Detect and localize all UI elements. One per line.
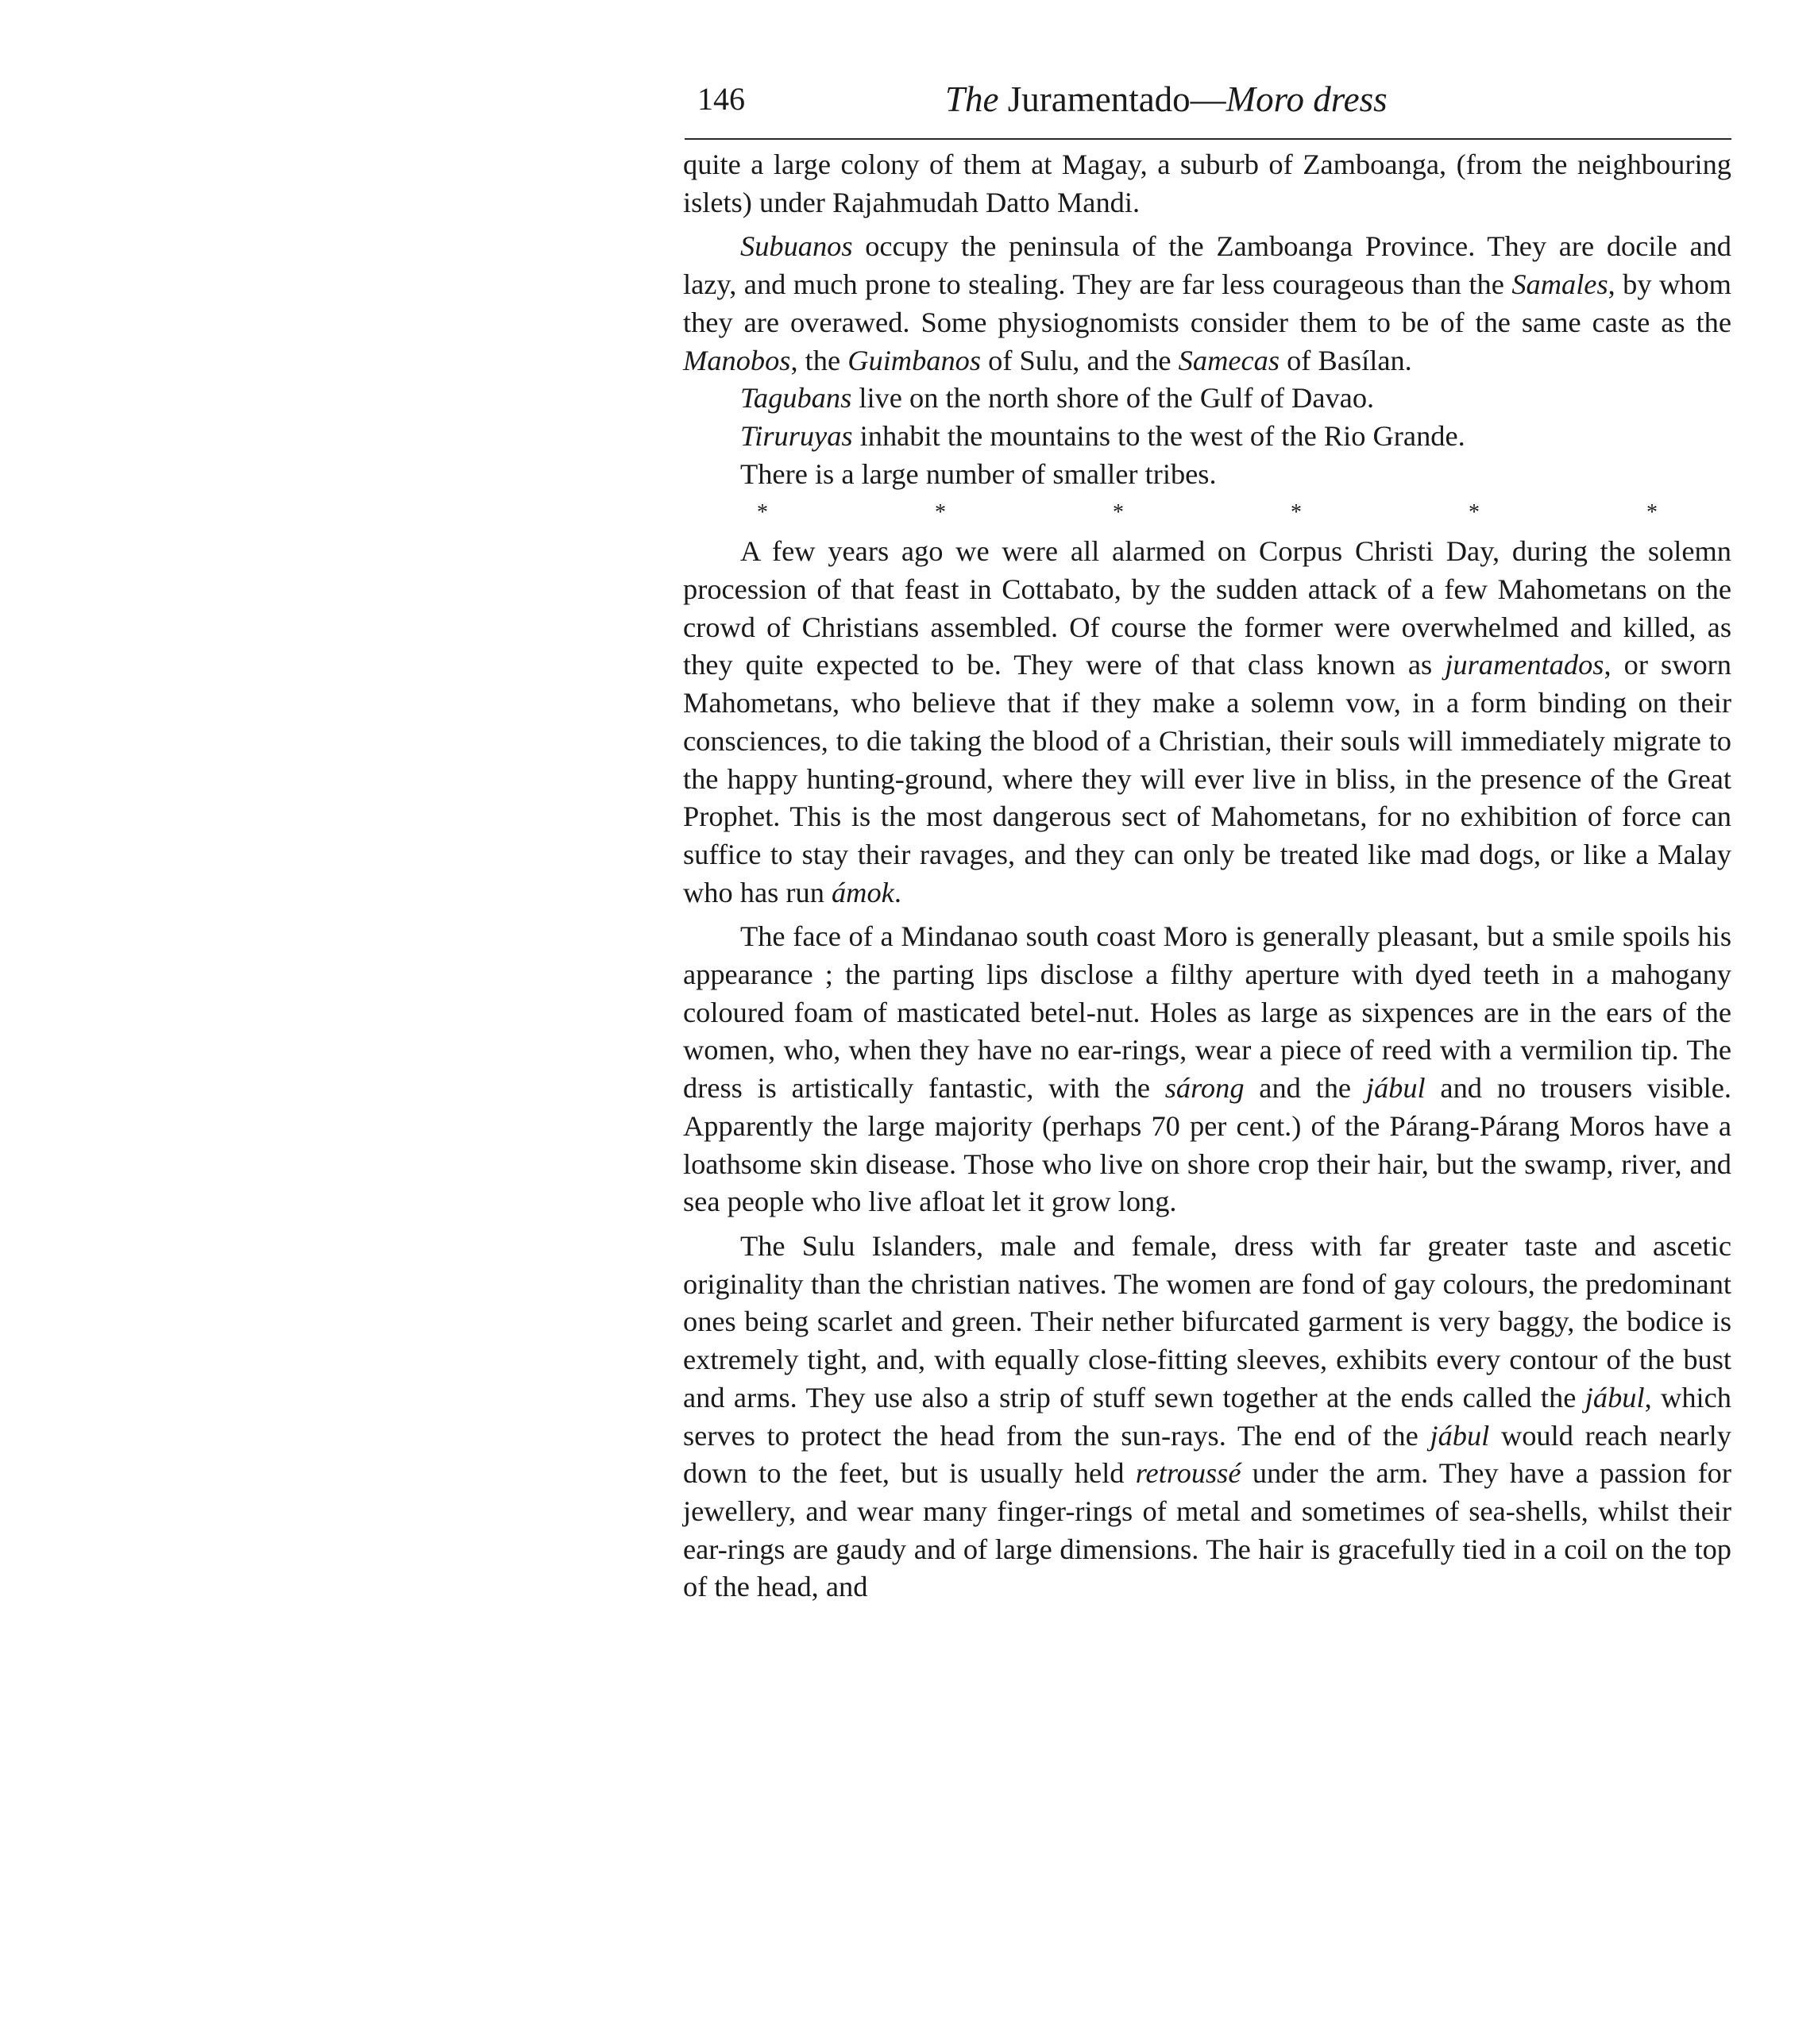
- text-run: , the: [790, 344, 848, 376]
- paragraph-tiruruyas: [683, 418, 1731, 456]
- paragraph-continued: quite a large colony of them at Magay, a suburb of Zamboanga, (from the neighbouring islets) under Rajahmudah Datto Mandi.: [683, 148, 1731, 218]
- italic-term: Subuanos: [740, 230, 853, 263]
- star-6: *: [1646, 500, 1658, 526]
- text-run: and the: [1244, 1072, 1366, 1105]
- italic-term: jábul: [1365, 1072, 1426, 1105]
- text-run: would reach nearly down to the feet, but is usually held: [683, 1419, 1731, 1490]
- running-title-topic: Moro dress: [1226, 79, 1388, 119]
- italic-term: retroussé: [1135, 1457, 1241, 1490]
- italic-term: juramentados: [1445, 649, 1604, 681]
- italic-term: Tagubans: [740, 382, 852, 415]
- text-run: live on the north shore of the Gulf of Davao.: [851, 382, 1375, 415]
- text-run: A few years ago we were all alarmed on Corpus Christi Day, during the solemn procession of that feast in Cottabato, by the sudden attack of a few Mahometans on the crowd of Christians assembled. Of course the former were overwhelmed and killed, as they quite expected to be. They were of that class known as: [683, 535, 1731, 681]
- paragraph-tagubans: [683, 380, 1731, 418]
- paragraph-smaller-tribes: There is a large number of smaller tribes.: [740, 457, 1217, 490]
- italic-term: Samecas: [1178, 344, 1280, 376]
- italic-term: Tiruruyas: [740, 419, 853, 452]
- italic-term: sárong: [1164, 1072, 1245, 1105]
- text-run: .: [894, 876, 901, 908]
- text-run: , or sworn Mahometans, who believe that if they make a solemn vow, in a form binding on their consciences, to die taking the blood of a Christian, their souls will immediately migrate to the happy hunting-ground, where they will ever live in bliss, in the presence of the Great Prophet. This is the most dangerous sect of Mahometans, for no exhibition of force can suffice to stay their ravages, and they can only be treated like mad dogs, or like a Malay who has run: [683, 649, 1731, 908]
- text-run: and no trousers visible. Apparently the large majority (perhaps 70 per cent.) of the Párang-Párang Moros have a loathsome skin disease. Those who live on shore crop their hair, but the swamp, river, and sea people who live afloat let it grow long.: [683, 1072, 1731, 1218]
- italic-term: Samales: [1511, 268, 1608, 301]
- text-run: , which serves to protect the head from the sun-rays. The end of the: [683, 1381, 1731, 1452]
- paragraph-moro-face: [683, 918, 1731, 1221]
- italic-term: jábul: [1430, 1419, 1490, 1452]
- text-run: The face of a Mindanao south coast Moro is generally pleasant, but a smile spoils his appearance ; the parting lips disclose a filthy aperture with dyed teeth in a mahogany coloured foam of masticated betel-nut. Holes as large as sixpences are in the ears of the women, who, when they have no ear-rings, wear a piece of reed with a vermilion tip. The dress is artistically fantastic, with the: [683, 920, 1731, 1105]
- star-2: *: [935, 500, 946, 526]
- italic-term: ámok: [831, 876, 894, 908]
- star-1: *: [757, 500, 768, 526]
- paragraph-sulu-dress: [683, 1228, 1731, 1606]
- italic-term: Manobos: [683, 344, 791, 376]
- header-rule: [685, 138, 1731, 140]
- star-3: *: [1113, 500, 1124, 526]
- italic-term: jábul: [1584, 1381, 1645, 1413]
- text-run: inhabit the mountains to the west of the Rio Grande.: [852, 419, 1465, 452]
- body-text: [683, 146, 1731, 1606]
- running-head: [683, 71, 1731, 127]
- running-title-the: The: [945, 79, 999, 119]
- text-run: of Basílan.: [1280, 344, 1412, 376]
- star-4: *: [1291, 500, 1302, 526]
- text-run: , by whom they are overawed. Some physiognomists consider them to be of the same caste as the: [683, 268, 1731, 338]
- italic-term: Guimbanos: [847, 344, 982, 376]
- paragraph-subuanos: [683, 228, 1731, 380]
- book-page: [683, 71, 1731, 1606]
- running-title-dash: —: [1190, 79, 1226, 119]
- text-run: of Sulu, and the: [981, 344, 1179, 376]
- star-5: *: [1469, 500, 1480, 526]
- running-title: [945, 71, 1388, 127]
- text-run: under the arm. They have a passion for jewellery, and wear many finger-rings of metal and sometimes of sea-shells, whilst their ear-rings are gaudy and of large dimensions. The hair is gracefully tied in a coil on the top of the head, and: [683, 1457, 1731, 1603]
- running-title-subject: Juramentado: [1007, 79, 1191, 119]
- paragraph-juramentados: [683, 533, 1731, 912]
- text-run: The Sulu Islanders, male and female, dress with far greater taste and ascetic originality than the christian natives. The women are fond of gay colours, the predominant ones being scarlet and green. Their nether bifurcated garment is very baggy, the bodice is extremely tight, and, with equally close-fitting sleeves, exhibits every contour of the bust and arms. They use also a strip of stuff sewn together at the ends called the: [683, 1229, 1731, 1413]
- page-number: 146: [697, 81, 745, 117]
- section-break-stars: [755, 493, 1660, 533]
- text-run: occupy the peninsula of the Zamboanga Province. They are docile and lazy, and much prone to stealing. They are far less courageous than the: [683, 230, 1731, 301]
